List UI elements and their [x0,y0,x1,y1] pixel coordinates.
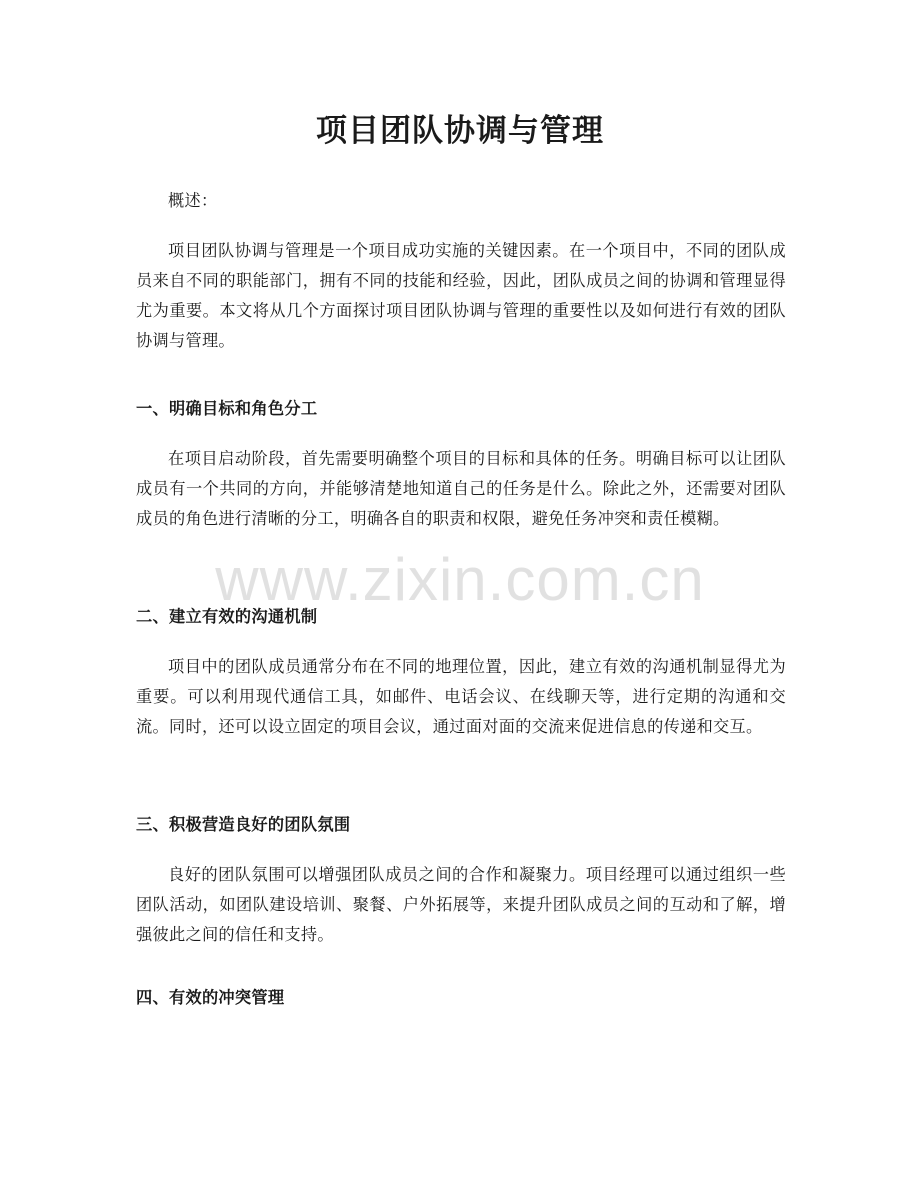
section-3-body: 良好的团队氛围可以增强团队成员之间的合作和凝聚力。项目经理可以通过组织一些团队活动，如团队建设培训、聚餐、户外拓展等，来提升团队成员之间的互动和了解，增强彼此之间的信任和支持。 [136,865,786,944]
section-4-heading: 四、有效的冲突管理 [136,988,285,1007]
section-3-heading: 三、积极营造良好的团队氛围 [136,815,351,834]
watermark: www.zixin.com.cn [215,546,705,613]
intro-paragraph: 项目团队协调与管理是一个项目成功实施的关键因素。在一个项目中，不同的团队成员来自不同的职能部门，拥有不同的技能和经验，因此，团队成员之间的协调和管理显得尤为重要。本文将从几个方面探讨项目团队协调与管理的重要性以及如何进行有效的团队协调与管理。 [136,241,786,350]
overview-label: 概述： [168,191,218,210]
section-2-heading: 二、建立有效的沟通机制 [136,607,318,626]
document-title: 项目团队协调与管理 [316,113,604,149]
section-1-body: 在项目启动阶段，首先需要明确整个项目的目标和具体的任务。明确目标可以让团队成员有一个共同的方向，并能够清楚地知道自己的任务是什么。除此之外，还需要对团队成员的角色进行清晰的分工，明确各自的职责和权限，避免任务冲突和责任模糊。 [136,449,786,528]
section-1-heading: 一、明确目标和角色分工 [136,399,318,418]
section-2-body: 项目中的团队成员通常分布在不同的地理位置，因此，建立有效的沟通机制显得尤为重要。可以利用现代通信工具，如邮件、电话会议、在线聊天等，进行定期的沟通和交流。同时，还可以设立固定的项目会议，通过面对面的交流来促进信息的传递和交互。 [136,657,786,736]
